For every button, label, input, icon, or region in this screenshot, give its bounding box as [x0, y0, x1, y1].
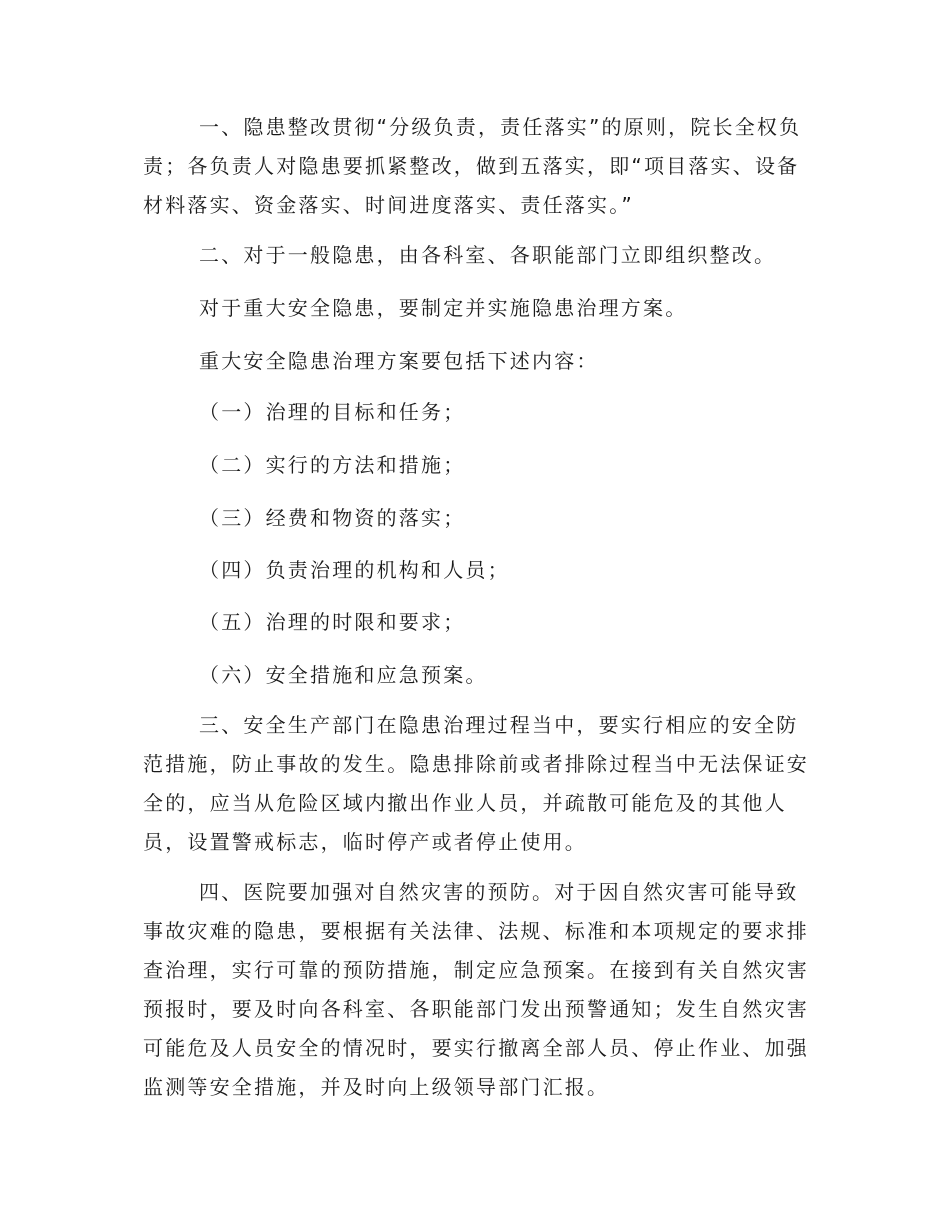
paragraph-principle: 一、隐患整改贯彻“分级负责，责任落实”的原则，院长全权负责；各负责人对隐患要抓紧整改，做到五落实，即“项目落实、设备材料落实、资金落实、时间进度落实、责任落实。” [143, 115, 802, 217]
list-item: （五）治理的时限和要求； [199, 610, 466, 634]
list-item: （六）安全措施和应急预案。 [199, 663, 488, 687]
paragraph-safety-department: 三、安全生产部门在隐患治理过程当中，要实行相应的安全防范措施，防止事故的发生。隐患排除前或者排除过程当中无法保证安全的，应当从危险区域内撤出作业人员，并疏散可能危及的其他人员，设置警戒标志，临时停产或者停止使用。 [143, 713, 809, 854]
list-item: （四）负责治理的机构和人员； [199, 558, 510, 582]
list-item: （一）治理的目标和任务； [199, 400, 466, 424]
list-item: （二）实行的方法和措施； [199, 453, 466, 477]
list-item: （三）经费和物资的落实； [199, 506, 466, 530]
paragraph-plan-contents: 重大安全隐患治理方案要包括下述内容： [199, 349, 599, 373]
paragraph-natural-disasters: 四、医院要加强对自然灾害的预防。对于因自然灾害可能导致事故灾难的隐患，要根据有关法律、法规、标准和本项规定的要求排查治理，实行可靠的预防措施，制定应急预案。在接到有关自然灾害预报时，要及时向各科室、各职能部门发出预警通知；发生自然灾害可能危及人员安全的情况时，要实行撤离全部人员、停止作业、加强监测等安全措施，并及时向上级领导部门汇报。 [143, 880, 809, 1099]
paragraph-general-hazards: 二、对于一般隐患，由各科室、各职能部门立即组织整改。 [199, 243, 777, 267]
paragraph-major-hazards: 对于重大安全隐患，要制定并实施隐患治理方案。 [199, 296, 688, 320]
